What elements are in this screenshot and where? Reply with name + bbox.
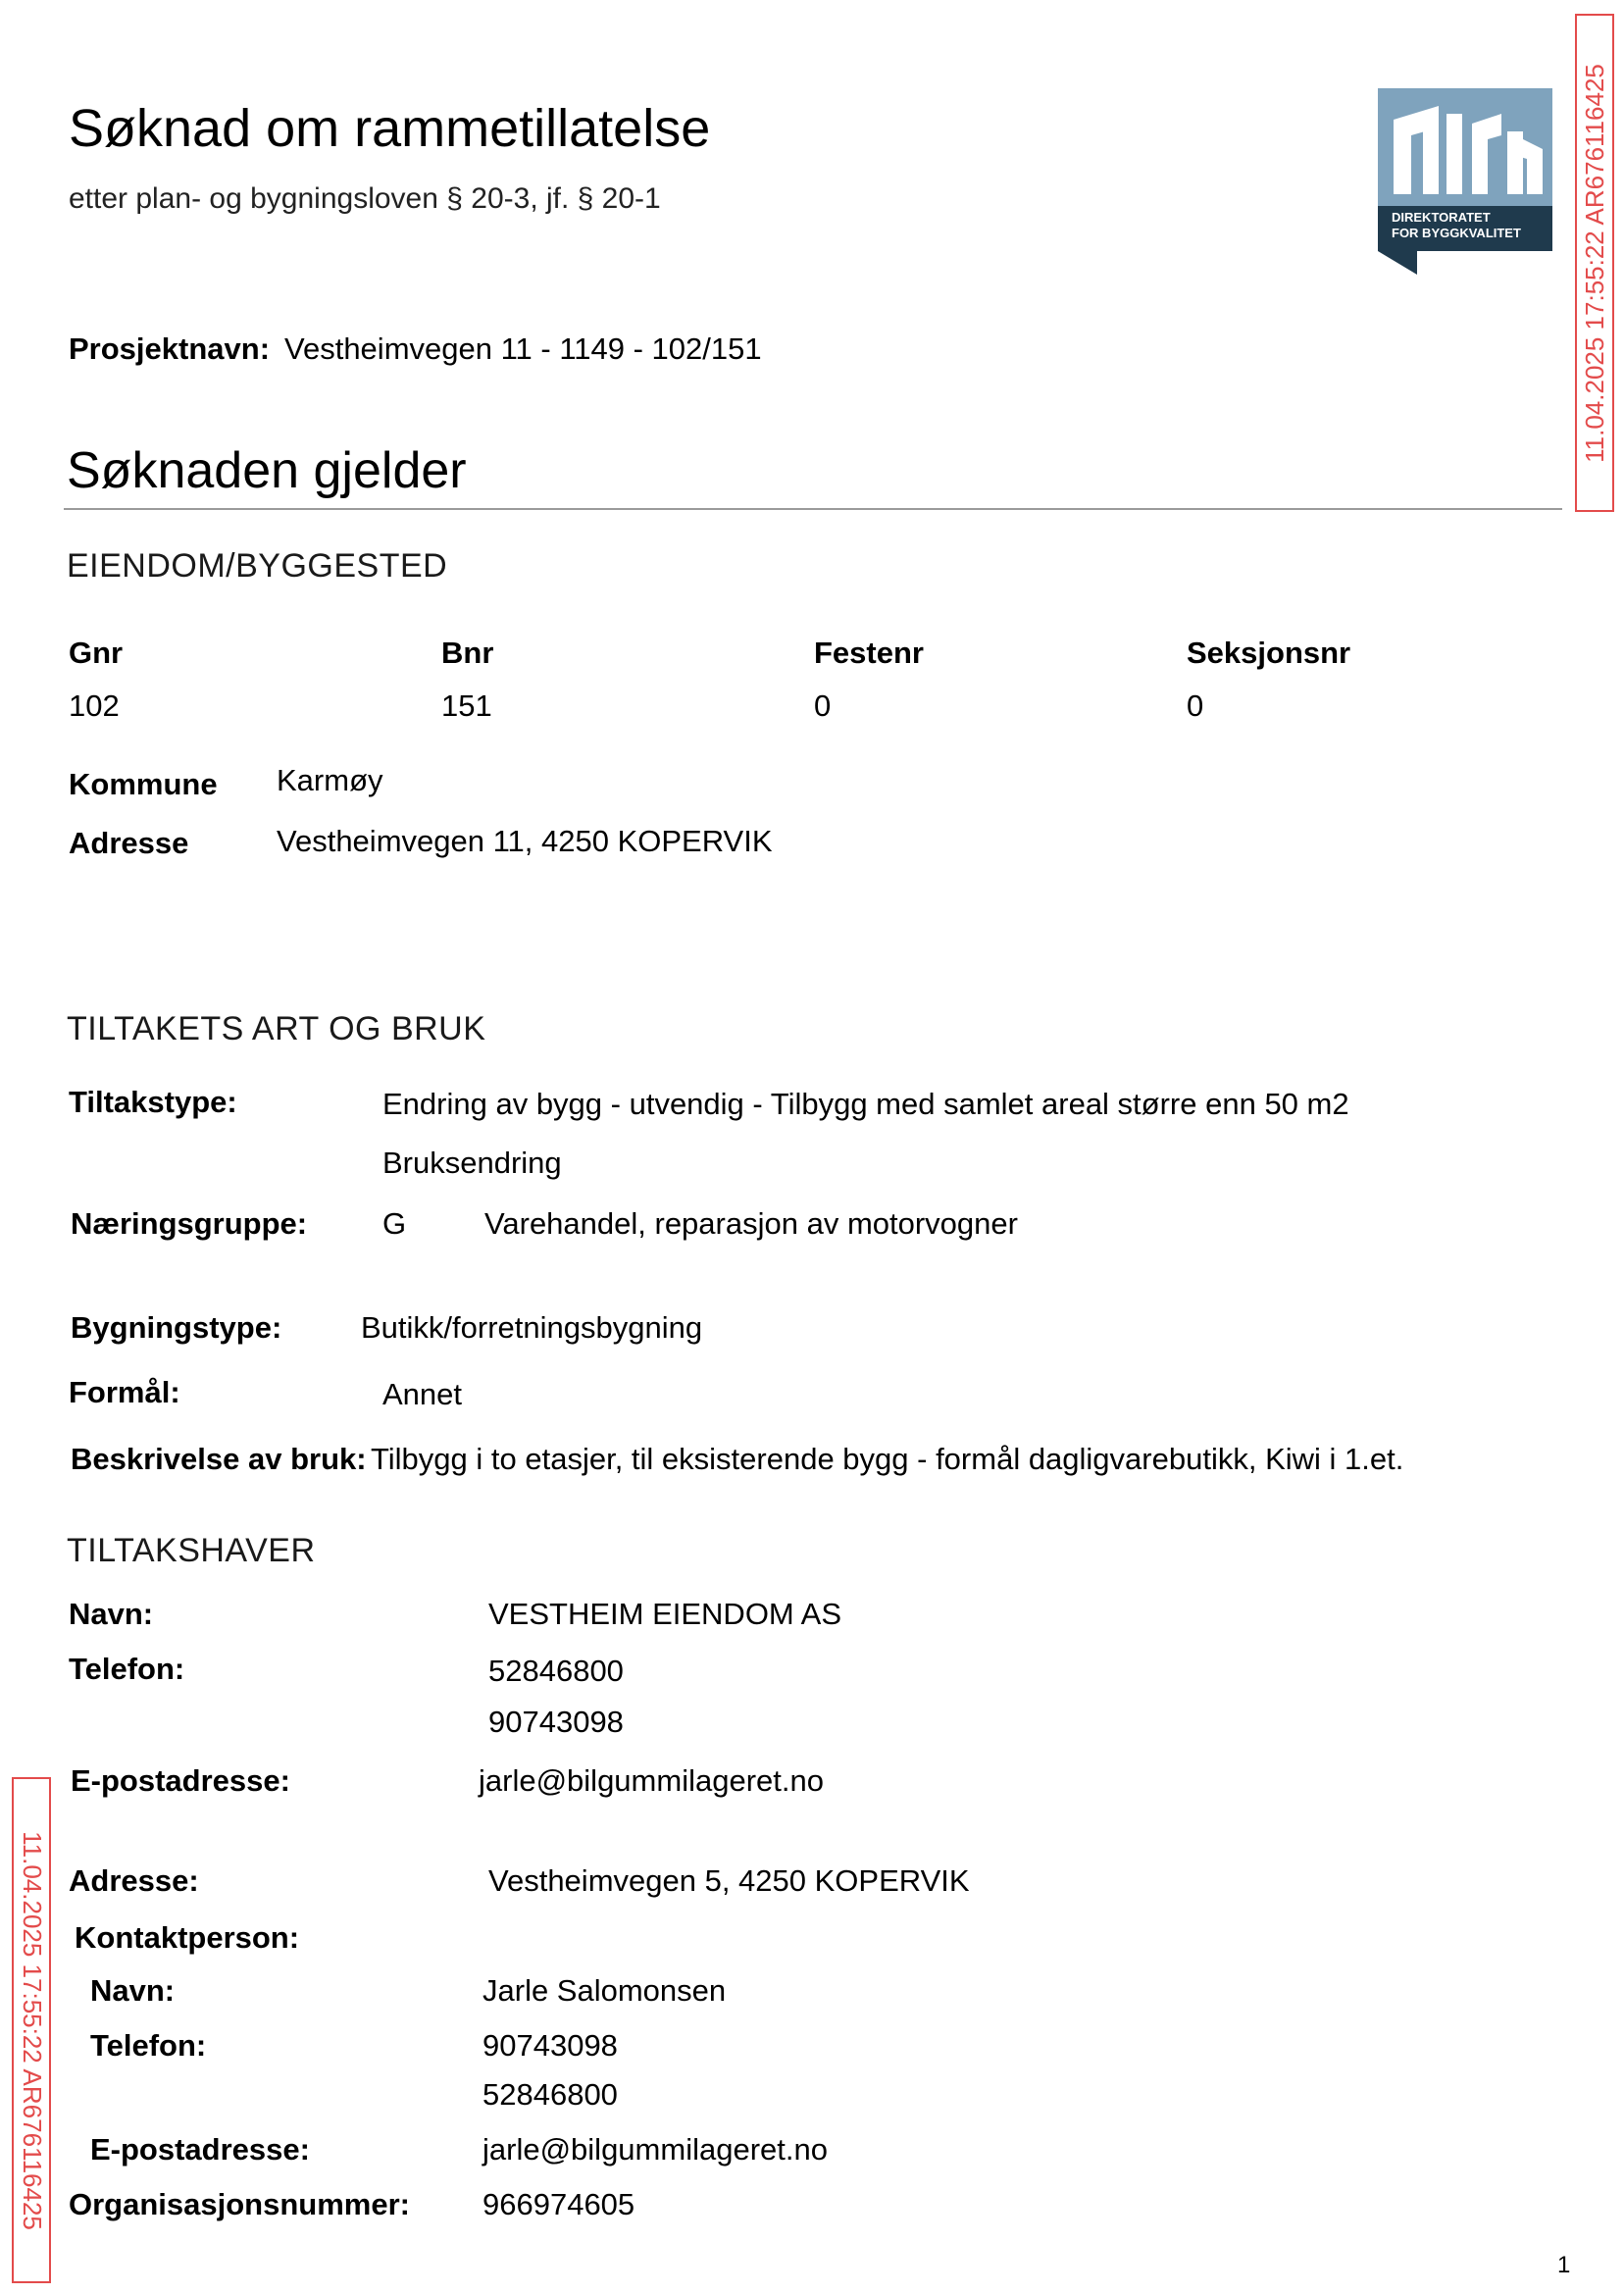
- kommune-value: Karmøy: [277, 763, 383, 797]
- bnr-label: Bnr: [441, 636, 494, 670]
- measure-type-value-2: Bruksendring: [382, 1146, 562, 1180]
- document-title: Søknad om rammetillatelse: [69, 99, 711, 158]
- adresse-value: Vestheimvegen 11, 4250 KOPERVIK: [277, 824, 773, 858]
- project-name-label: Prosjektnavn:: [69, 331, 271, 366]
- owner-email-value: jarle@bilgummilageret.no: [479, 1763, 824, 1798]
- festenr-label: Festenr: [814, 636, 924, 670]
- contact-phone-label: Telefon:: [90, 2028, 207, 2063]
- owner-heading: TILTAKSHAVER: [67, 1532, 316, 1569]
- org-number-label: Organisasjonsnummer:: [69, 2187, 410, 2221]
- industry-value: Varehandel, reparasjon av motorvogner: [484, 1206, 1018, 1241]
- applies-heading: Søknaden gjelder: [67, 442, 467, 499]
- timestamp-stamp-top: [1575, 14, 1614, 512]
- dibk-logo: [1378, 88, 1552, 275]
- gnr-label: Gnr: [69, 636, 124, 670]
- purpose-value: Annet: [382, 1377, 463, 1411]
- measure-heading: TILTAKETS ART OG BRUK: [67, 1010, 486, 1047]
- adresse-label: Adresse: [69, 826, 189, 860]
- owner-name-value: VESTHEIM EIENDOM AS: [488, 1597, 842, 1631]
- timestamp-stamp-top-text: 11.04.2025 17:55:22 AR676116425: [1579, 63, 1609, 463]
- timestamp-stamp-left: [12, 1777, 51, 2283]
- owner-address-value: Vestheimvegen 5, 4250 KOPERVIK: [488, 1863, 970, 1898]
- usage-label: Beskrivelse av bruk:: [71, 1442, 367, 1476]
- contact-name-value: Jarle Salomonsen: [482, 1973, 727, 2008]
- timestamp-stamp-left-text: 11.04.2025 17:55:22 AR676116425: [17, 1830, 47, 2230]
- owner-phone-label: Telefon:: [69, 1652, 185, 1686]
- property-heading: EIENDOM/BYGGESTED: [67, 547, 448, 585]
- usage-value: Tilbygg i to etasjer, til eksisterende bygg - formål dagligvarebutikk, Kiwi i 1.et.: [371, 1442, 1404, 1476]
- contact-phone-value-2: 52846800: [482, 2077, 618, 2112]
- kommune-label: Kommune: [69, 767, 218, 801]
- gnr-value: 102: [69, 688, 120, 723]
- seksjonsnr-value: 0: [1187, 688, 1204, 723]
- project-name-value: Vestheimvegen 11 - 1149 - 102/151: [284, 331, 762, 366]
- bnr-value: 151: [441, 688, 492, 723]
- section-divider: [64, 508, 1562, 510]
- contact-phone-value-1: 90743098: [482, 2028, 618, 2063]
- contact-person-label: Kontaktperson:: [75, 1920, 300, 1955]
- industry-label: Næringsgruppe:: [71, 1206, 308, 1241]
- measure-type-value-1: Endring av bygg - utvendig - Tilbygg med samlet areal større enn 50 m2: [382, 1087, 1349, 1121]
- owner-phone-value-2: 90743098: [488, 1705, 624, 1739]
- measure-type-label: Tiltakstype:: [69, 1085, 237, 1119]
- contact-email-label: E-postadresse:: [90, 2132, 310, 2167]
- owner-address-label: Adresse:: [69, 1863, 199, 1898]
- festenr-value: 0: [814, 688, 832, 723]
- document-subtitle: etter plan- og bygningsloven § 20-3, jf. § 20-1: [69, 182, 661, 215]
- purpose-label: Formål:: [69, 1375, 180, 1409]
- owner-email-label: E-postadresse:: [71, 1763, 290, 1798]
- owner-phone-value-1: 52846800: [488, 1654, 624, 1688]
- contact-email-value: jarle@bilgummilageret.no: [482, 2132, 828, 2167]
- building-type-value: Butikk/forretningsbygning: [361, 1310, 703, 1345]
- page-number: 1: [1557, 2252, 1571, 2278]
- contact-name-label: Navn:: [90, 1973, 176, 2008]
- owner-name-label: Navn:: [69, 1597, 154, 1631]
- industry-code: G: [382, 1206, 407, 1241]
- logo-line-1: DIREKTORATET: [1392, 210, 1491, 225]
- org-number-value: 966974605: [482, 2187, 635, 2221]
- logo-line-2: FOR BYGGKVALITET: [1392, 226, 1521, 240]
- seksjonsnr-label: Seksjonsnr: [1187, 636, 1351, 670]
- building-type-label: Bygningstype:: [71, 1310, 282, 1345]
